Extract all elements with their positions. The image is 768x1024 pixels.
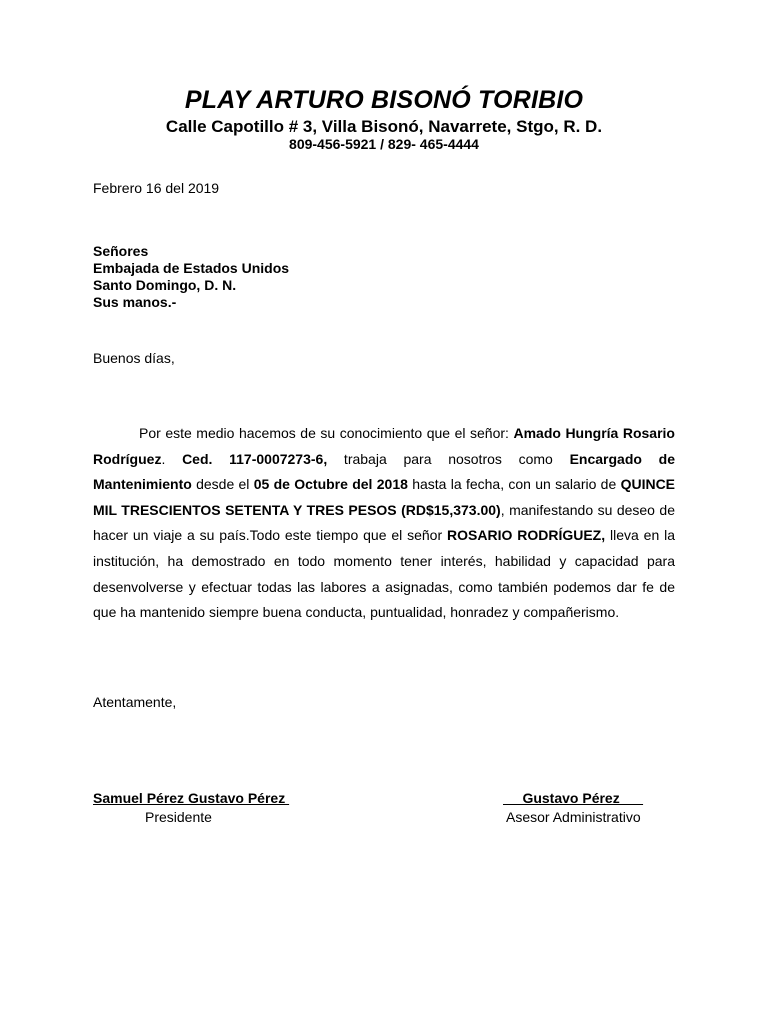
signature-right bbox=[503, 789, 673, 827]
recipient-line: Sus manos.- bbox=[93, 294, 177, 310]
closing: Atentamente, bbox=[93, 694, 177, 710]
salary: QUINCE MIL TRESCIENTOS SETENTA Y TRES PESOS (RD$15,373.00) bbox=[93, 476, 676, 518]
signatory-name: Gustavo Pérez bbox=[503, 790, 644, 806]
recipient-line: Señores bbox=[93, 243, 149, 259]
recipient-line: Embajada de Estados Unidos bbox=[93, 260, 290, 276]
signatory-title: Presidente bbox=[145, 809, 212, 825]
organization-phones: 809-456-5921 / 829- 465-4444 bbox=[289, 136, 479, 152]
organization-address: Calle Capotillo # 3, Villa Bisonó, Navarrete, Stgo, R. D. bbox=[165, 117, 603, 136]
employee-position: Encargado de Mantenimiento bbox=[93, 450, 675, 493]
recipient-block bbox=[93, 243, 289, 311]
body-text: . bbox=[161, 450, 183, 467]
body-text: hasta la fecha, con un salario de bbox=[407, 476, 621, 493]
body-text: Por este medio hacemos de su conocimiento que el señor: bbox=[139, 425, 514, 441]
body-text: , manifestando su deseo de hacer un viaje a su país.Todo este tiempo que el señor bbox=[93, 501, 675, 544]
body-text: lleva en la institución, ha demostrado en todo momento tener interés, habilidad y capacidad para desenvolverse y efectuar todas las labores a asignadas, como también podemos dar fe de que ha mantenido siempre buena conducta, puntualidad, honradez y compañerismo. bbox=[93, 527, 675, 621]
signatory-title: Asesor Administrativo bbox=[506, 809, 641, 825]
start-date: 05 de Octubre del 2018 bbox=[253, 476, 408, 493]
employee-surname: ROSARIO RODRÍGUEZ, bbox=[447, 527, 606, 544]
signatory-name: Samuel Pérez Gustavo Pérez bbox=[93, 790, 290, 806]
organization-name: PLAY ARTURO BISONÓ TORIBIO bbox=[184, 86, 584, 114]
employee-id: Ced. 117-0007273-6, bbox=[182, 450, 328, 467]
recipient-line: Santo Domingo, D. N. bbox=[93, 277, 237, 293]
greeting: Buenos días, bbox=[93, 350, 175, 366]
body-text: desde el bbox=[191, 476, 254, 493]
signature-left bbox=[93, 789, 313, 827]
letter-date: Febrero 16 del 2019 bbox=[93, 180, 220, 196]
employee-name: Amado Hungría Rosario Rodríguez bbox=[93, 425, 675, 467]
body-text: trabaja para nosotros como bbox=[327, 450, 570, 467]
letter-body bbox=[93, 421, 675, 626]
